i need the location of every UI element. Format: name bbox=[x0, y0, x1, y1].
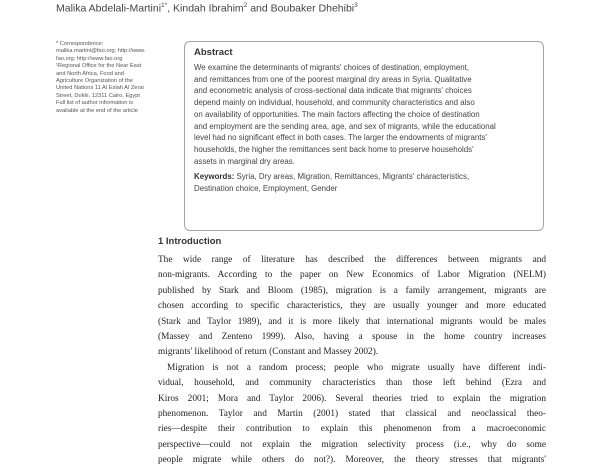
author-name: Malika Abdelali-Martini bbox=[56, 2, 162, 15]
author-affiliation-mark: 2 bbox=[243, 2, 248, 9]
body-line: migrants' likelihood of return (Constant and Massey 2002). bbox=[158, 347, 379, 358]
sidebar-line: ¹Regional Office for the Near East bbox=[56, 63, 142, 70]
body-line: The wide range of literature has described the differences between migrants and bbox=[158, 255, 546, 265]
keywords-text: Syria, Dry areas, Migration, Remittances, Migrants' characteristics, bbox=[234, 172, 470, 182]
abstract-line: assets in marginal dry areas. bbox=[194, 156, 295, 166]
body-line: people migrate while others do not?). Moreover, the theory stresses that migrants' bbox=[158, 455, 546, 466]
correspondence-sidebar bbox=[56, 41, 172, 115]
sidebar-line: United Nations 11 Al Eslah Al Zerai bbox=[56, 85, 144, 92]
body-line: vidual, household, and community characteristics than those left behind (Ezra and bbox=[158, 378, 546, 389]
abstract-line: on availability of opportunities. The main factors affecting the choice of destination bbox=[194, 109, 480, 119]
abstract-line: and remittances from one of the poorest marginal dry areas in Syria. Qualitative bbox=[194, 74, 472, 84]
keywords bbox=[194, 171, 534, 194]
abstract-title: Abstract bbox=[194, 47, 233, 58]
abstract-line: and employment are the sending area, age, and sex of migrants, while the educational bbox=[194, 121, 496, 131]
body-line: ries—despite their contribution to explain this phenomenon from a macroeconomic bbox=[158, 424, 546, 435]
body-line: Migration is not a random process; people who migrate usually have different indi- bbox=[167, 362, 546, 373]
author-list bbox=[56, 2, 358, 15]
abstract-line: level had no significant effect in both cases. The larger the endowments of migrants' bbox=[194, 133, 487, 143]
body-line: chosen according to specific characteristics, they are usually younger and more educated bbox=[158, 301, 546, 312]
keywords-label: Keywords: bbox=[194, 172, 235, 182]
body-text bbox=[158, 253, 546, 469]
sidebar-line: Agriculture Organization of the bbox=[56, 78, 133, 85]
sidebar-line: * Correspondence: bbox=[56, 41, 104, 47]
sidebar-line: Street, Dokki, 12311 Cairo, Egypt bbox=[56, 92, 140, 99]
abstract-line: We examine the determinants of migrants' choices of destination, employment, bbox=[194, 63, 470, 72]
abstract-line: depend mainly on individual, household, and community characteristics and also bbox=[194, 98, 475, 108]
abstract-line: and econometric analysis of cross-sectional data indicate that migrants' choices bbox=[194, 86, 472, 96]
keywords-line: Destination choice, Employment, Gender bbox=[194, 184, 338, 194]
author-name: and Boubaker Dhehibi bbox=[247, 2, 355, 15]
body-line: phenomenon. Taylor and Martin (2001) stated that classical and neoclassical theo- bbox=[158, 409, 546, 420]
author-affiliation-mark: 1* bbox=[161, 2, 168, 9]
body-line: published by Stark and Bloom (1985), migration is a family arrangement, migrants are bbox=[158, 285, 546, 296]
body-line: perspective—could not explain the migration selectivity process (i.e., why do some bbox=[158, 439, 546, 450]
sidebar-line: available at the end of the article bbox=[56, 107, 138, 114]
body-line: Kiros 2001; Mora and Taylor 2006). Several theories tried to explain the migration bbox=[158, 393, 546, 404]
author-affiliation-mark: 3 bbox=[354, 2, 358, 9]
sidebar-line: Full list of author information is bbox=[56, 100, 134, 107]
body-line: non-migrants. According to the paper on New Economics of Labor Migration (NELM) bbox=[158, 270, 546, 281]
abstract-line: households, the higher the remittances sent back home to preserve households' bbox=[194, 144, 474, 154]
sidebar-line: and North Africa, Food and bbox=[56, 70, 124, 77]
sidebar-line: fao.org; http://www.fao.org bbox=[56, 55, 123, 62]
section-heading: 1 Introduction bbox=[158, 236, 222, 247]
body-line: (Massey and Zenteno 1999). Also, having a spouse in the home country increases bbox=[158, 332, 546, 343]
keywords-line bbox=[194, 171, 534, 183]
author-name: , Kindah Ibrahim bbox=[167, 2, 244, 15]
body-line: (Stark and Taylor 1989), and it is more likely that international migrants would be males bbox=[158, 316, 546, 327]
sidebar-line: malika.martini@fao.org; http://www. bbox=[56, 48, 146, 55]
abstract-box bbox=[184, 41, 544, 231]
